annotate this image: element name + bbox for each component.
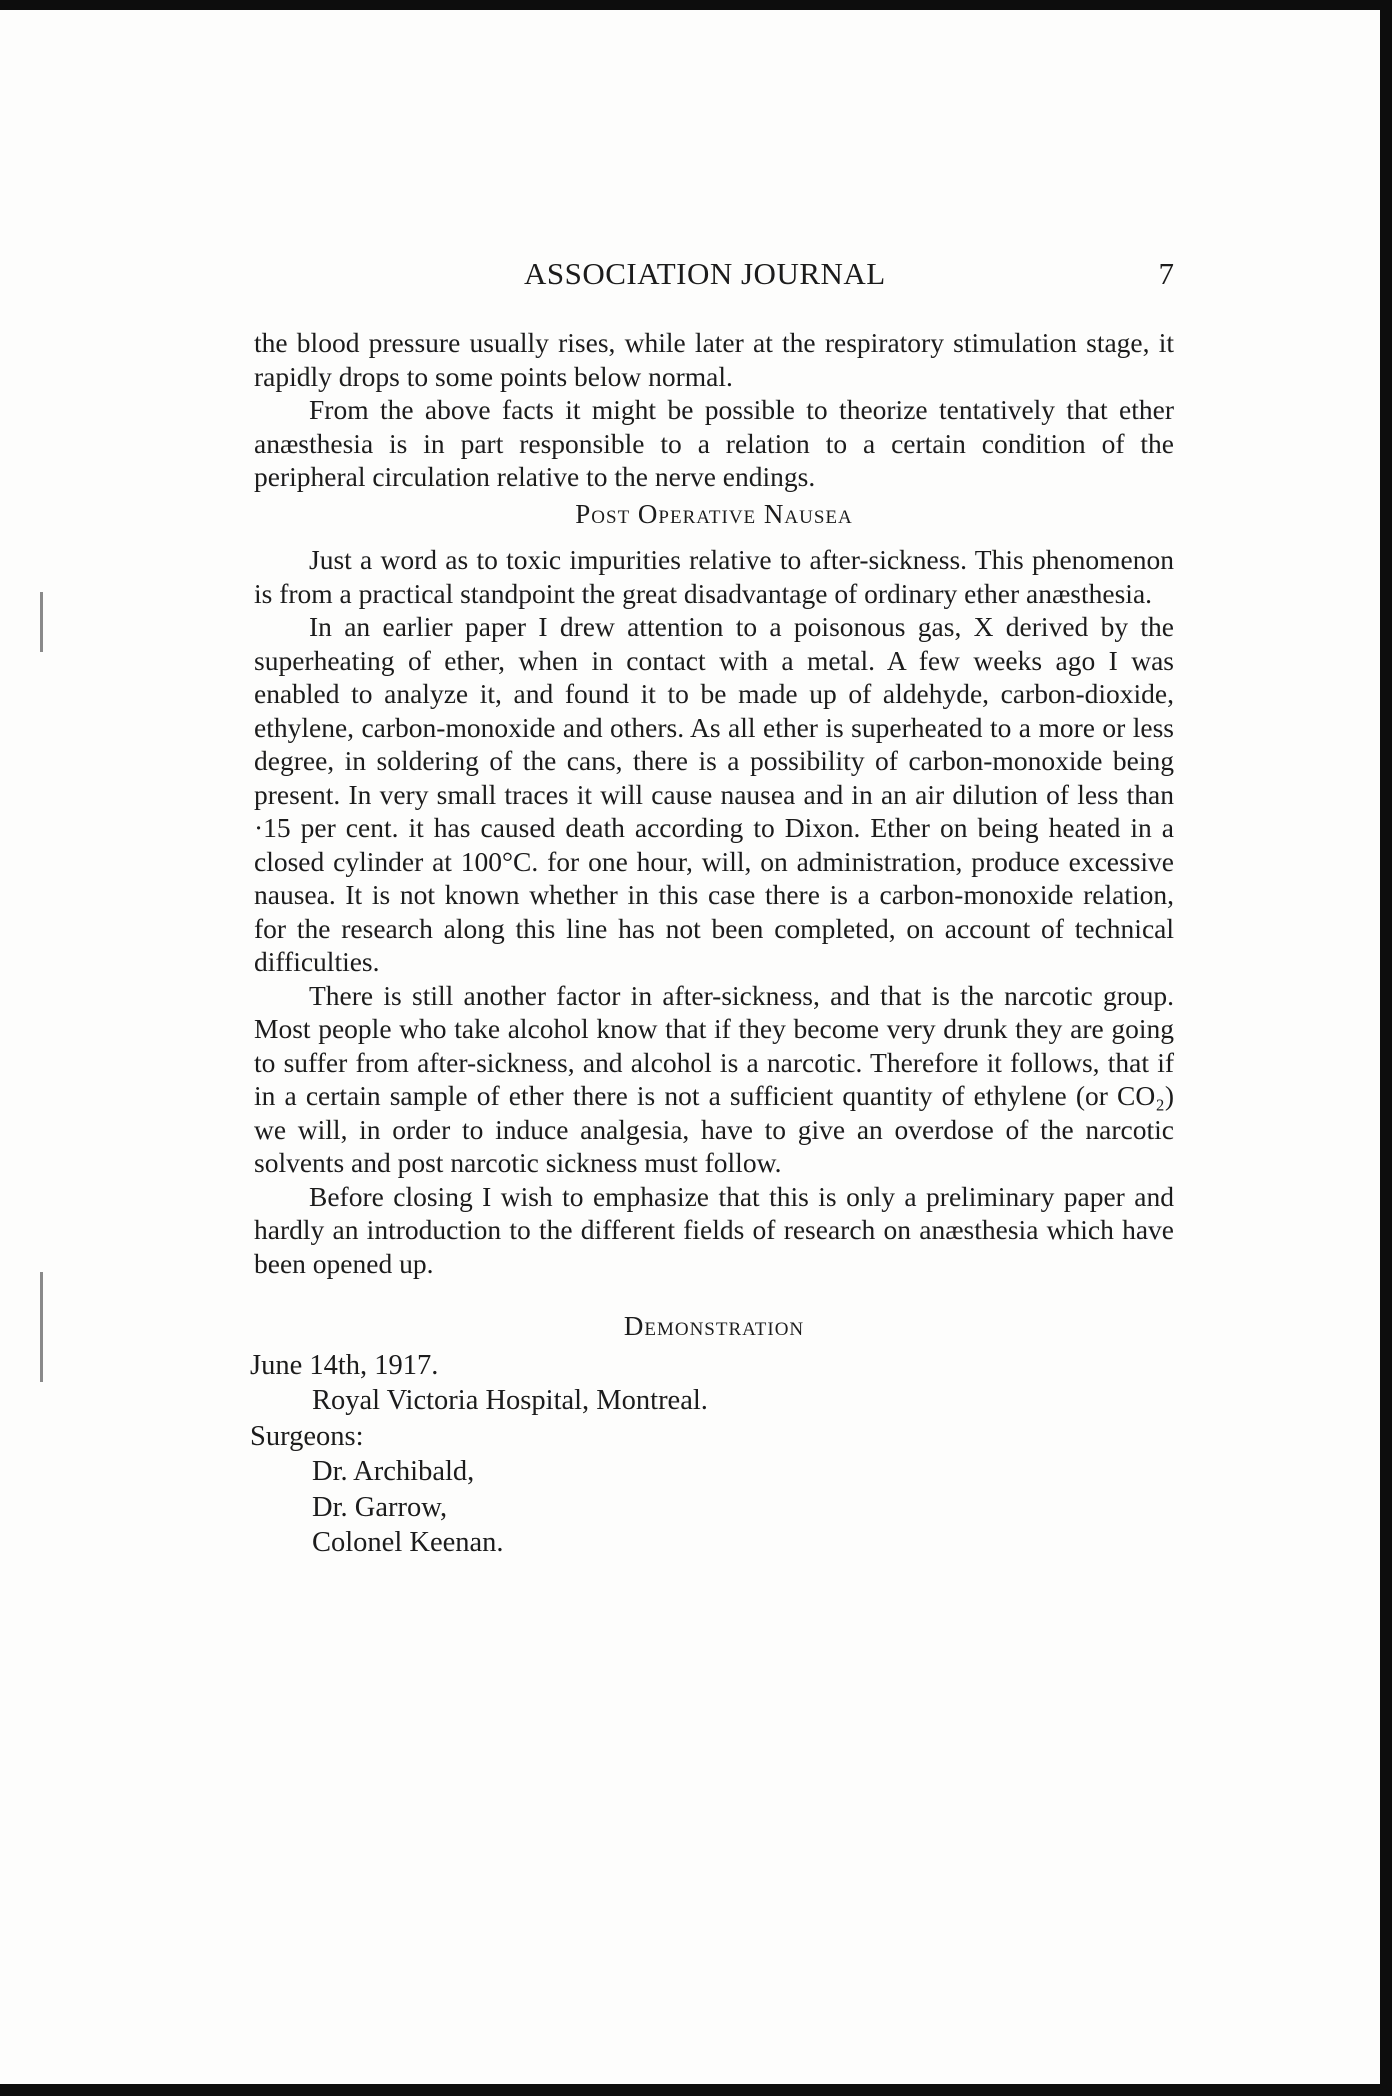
surgeon-name: Colonel Keenan. [312,1527,504,1558]
surgeons-label: Surgeons: [250,1420,364,1452]
demonstration-date: June 14th, 1917. [250,1349,439,1381]
demonstration-location: Royal Victoria Hospital, Montreal. [312,1385,708,1416]
paragraph: There is still another factor in after-sickness, and that is the narcotic group. Most people who take alcohol know that if they become very drunk they are going to suffer from after-sickness, and alcohol is a narcotic. Therefore it follows, that if in a certain sample of ether there is not a sufficient quantity of ethylene (or CO₂) we will, in order to induce analgesia, have to give an overdose of the narcotic solvents and post narcotic sickness must follow. [254,979,1174,1178]
margin-mark [40,1272,43,1382]
paragraph: Before closing I wish to emphasize that this is only a preliminary paper and hardly an introduction to the different fields of research on anæsthesia which have been opened up. [254,1180,1174,1279]
paragraph: Just a word as to toxic impurities relative to after-sickness. This phenomenon is from a practical standpoint the great disadvantage of ordinary ether anæsthesia. [254,544,1174,609]
margin-mark [40,592,43,652]
paragraph: In an earlier paper I drew attention to a poisonous gas, X derived by the superheating of ether, when in contact with a metal. A few weeks ago I was enabled to analyze it, and found it to be made up of aldehyde, carbon-dioxide, ethylene, carbon-monoxide and others. As all ether is superheated to a more or less degree, in soldering of the cans, there is a possibility of carbon-monoxide being present. In very small traces it will cause nausea and in an air dilution of less than ·15 per cent. it has caused death according to Dixon. Ether on being heated in a closed cylinder at 100°C. for one hour, will, on administration, produce excessive nausea. It is not known whether in this case there is a carbon-monoxide relation, for the research along this line has not been completed, on account of technical difficulties. [254,611,1174,977]
paragraph: From the above facts it might be possible to theorize tentatively that ether anæsthesia is in part responsible to a relation to a certain condition of the peripheral circulation relative to the nerve endings. [254,394,1174,492]
running-title: ASSOCIATION JOURNAL [524,256,886,291]
scan-top-border [0,0,1392,10]
section-heading-demonstration: Demonstration [623,1311,805,1341]
article-body [250,326,1174,1561]
paragraph: the blood pressure usually rises, while later at the respiratory stimulation stage, it rapidly drops to some points below normal. [254,327,1174,392]
section-heading-post-operative-nausea: Post Operative Nausea [575,498,853,529]
scan-right-border [1380,0,1392,2096]
surgeon-name: Dr. Garrow, [312,1491,448,1523]
page-number: 7 [1158,256,1174,291]
demonstration-details [250,1348,1170,1561]
scan-bottom-border [0,2084,1392,2096]
page-header [254,256,1174,296]
surgeon-name: Dr. Archibald, [312,1456,475,1487]
